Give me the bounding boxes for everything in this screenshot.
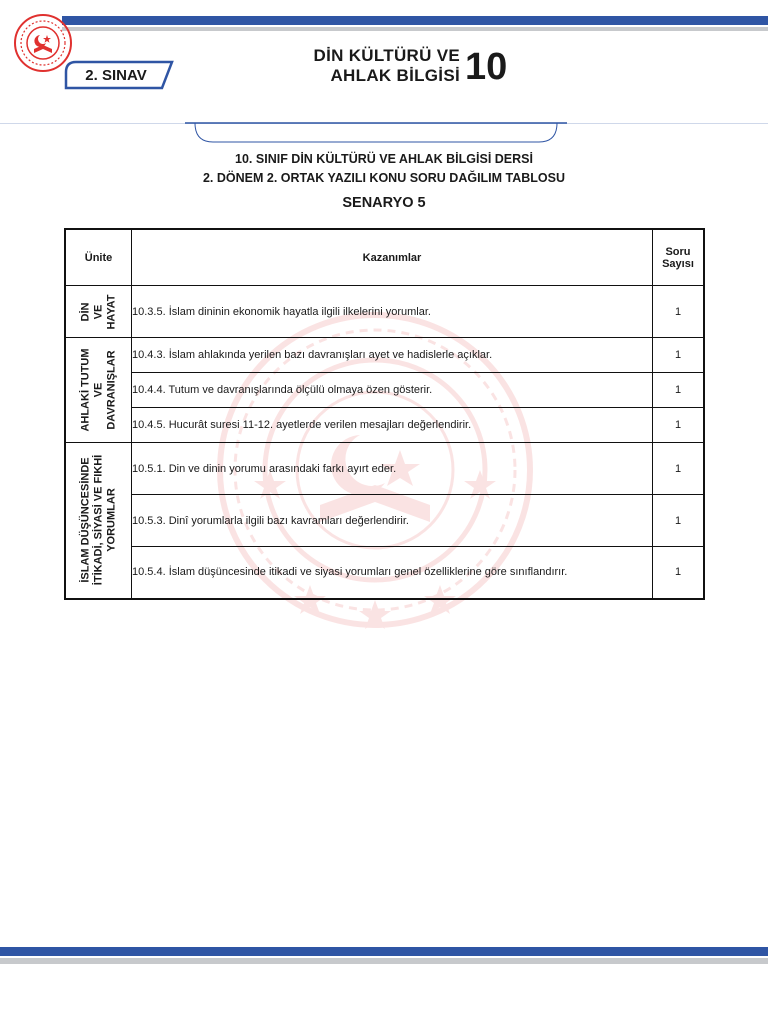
header-outcomes: Kazanımlar <box>132 229 653 286</box>
outcome-cell: 10.3.5. İslam dininin ekonomik hayatla ilgili ilkelerini yorumlar. <box>132 286 653 338</box>
unit-label-line: VE <box>92 382 104 398</box>
exam-number-label: 2. SINAV <box>85 66 147 84</box>
unit-label-line: HAYAT <box>105 293 117 330</box>
unit-label-line: İSLAM DÜŞÜNCESİNDE <box>79 457 91 583</box>
table-row <box>65 286 704 338</box>
unit-label-line: AHLAKİ TUTUM <box>79 348 91 432</box>
outcome-cell: 10.4.5. Hucurât suresi 11-12. ayetlerde verilen mesajları değerlendirir. <box>132 408 653 443</box>
scenario-title: SENARYO 5 <box>342 195 426 211</box>
outcome-cell: 10.5.3. Dinî yorumlarla ilgili bazı kavramları değerlendirir. <box>132 495 653 547</box>
unit-label <box>79 294 118 329</box>
unit-label-line: VE <box>92 304 104 319</box>
grade-number: 10 <box>465 46 508 88</box>
unit-label <box>79 455 118 585</box>
table-row <box>65 495 704 547</box>
table-row <box>65 443 704 495</box>
table-row <box>65 547 704 599</box>
outcome-cell: 10.4.4. Tutum ve davranışlarında ölçülü olmaya özen gösterir. <box>132 373 653 408</box>
footer-stripe-gray <box>0 958 768 964</box>
document-title <box>0 150 768 188</box>
unit-label <box>79 348 118 431</box>
header-stripe-blue <box>62 16 768 25</box>
question-count-cell: 1 <box>653 408 705 443</box>
unit-label-line: DİN <box>79 302 91 321</box>
header-count-line1: Soru <box>665 245 691 258</box>
unit-cell <box>65 286 132 338</box>
table-row <box>65 338 704 373</box>
unit-label-line: YORUMLAR <box>105 488 117 553</box>
header-count-line2: Sayısı <box>662 257 694 270</box>
course-title <box>270 46 460 86</box>
unit-label-line: DAVRANIŞLAR <box>105 350 117 430</box>
table-row <box>65 373 704 408</box>
question-count-cell: 1 <box>653 547 705 599</box>
topic-distribution-table <box>64 228 705 600</box>
header-stripe-gray <box>62 27 768 31</box>
question-count-cell: 1 <box>653 373 705 408</box>
unit-cell <box>65 443 132 599</box>
header-unit: Ünite <box>65 229 132 286</box>
question-count-cell: 1 <box>653 495 705 547</box>
outcome-cell: 10.4.3. İslam ahlakında yerilen bazı davranışları ayet ve hadislerle açıklar. <box>132 338 653 373</box>
document-title-line2: 2. DÖNEM 2. ORTAK YAZILI KONU SORU DAĞILIM TABLOSU <box>202 171 566 185</box>
question-count-cell: 1 <box>653 338 705 373</box>
table-header-row <box>65 229 704 286</box>
question-count-cell: 1 <box>653 286 705 338</box>
outcome-cell: 10.5.4. İslam düşüncesinde itikadi ve siyasi yorumları genel özelliklerine göre sınıflandırır. <box>132 547 653 599</box>
outcome-cell: 10.5.1. Din ve dinin yorumu arasındaki farkı ayırt eder. <box>132 443 653 495</box>
question-count-cell: 1 <box>653 443 705 495</box>
header-bracket <box>185 122 567 144</box>
unit-cell <box>65 338 132 443</box>
header-question-count <box>653 229 705 286</box>
document-title-line1: 10. SINIF DİN KÜLTÜRÜ VE AHLAK BİLGİSİ DERSİ <box>235 152 533 166</box>
course-title-line2: AHLAK BİLGİSİ <box>330 66 460 85</box>
footer-stripe-blue <box>0 947 768 956</box>
course-title-line1: DİN KÜLTÜRÜ VE <box>313 46 460 65</box>
table-row <box>65 408 704 443</box>
unit-label-line: İTİKADİ, SİYASİ VE FIKHİ <box>92 455 104 586</box>
